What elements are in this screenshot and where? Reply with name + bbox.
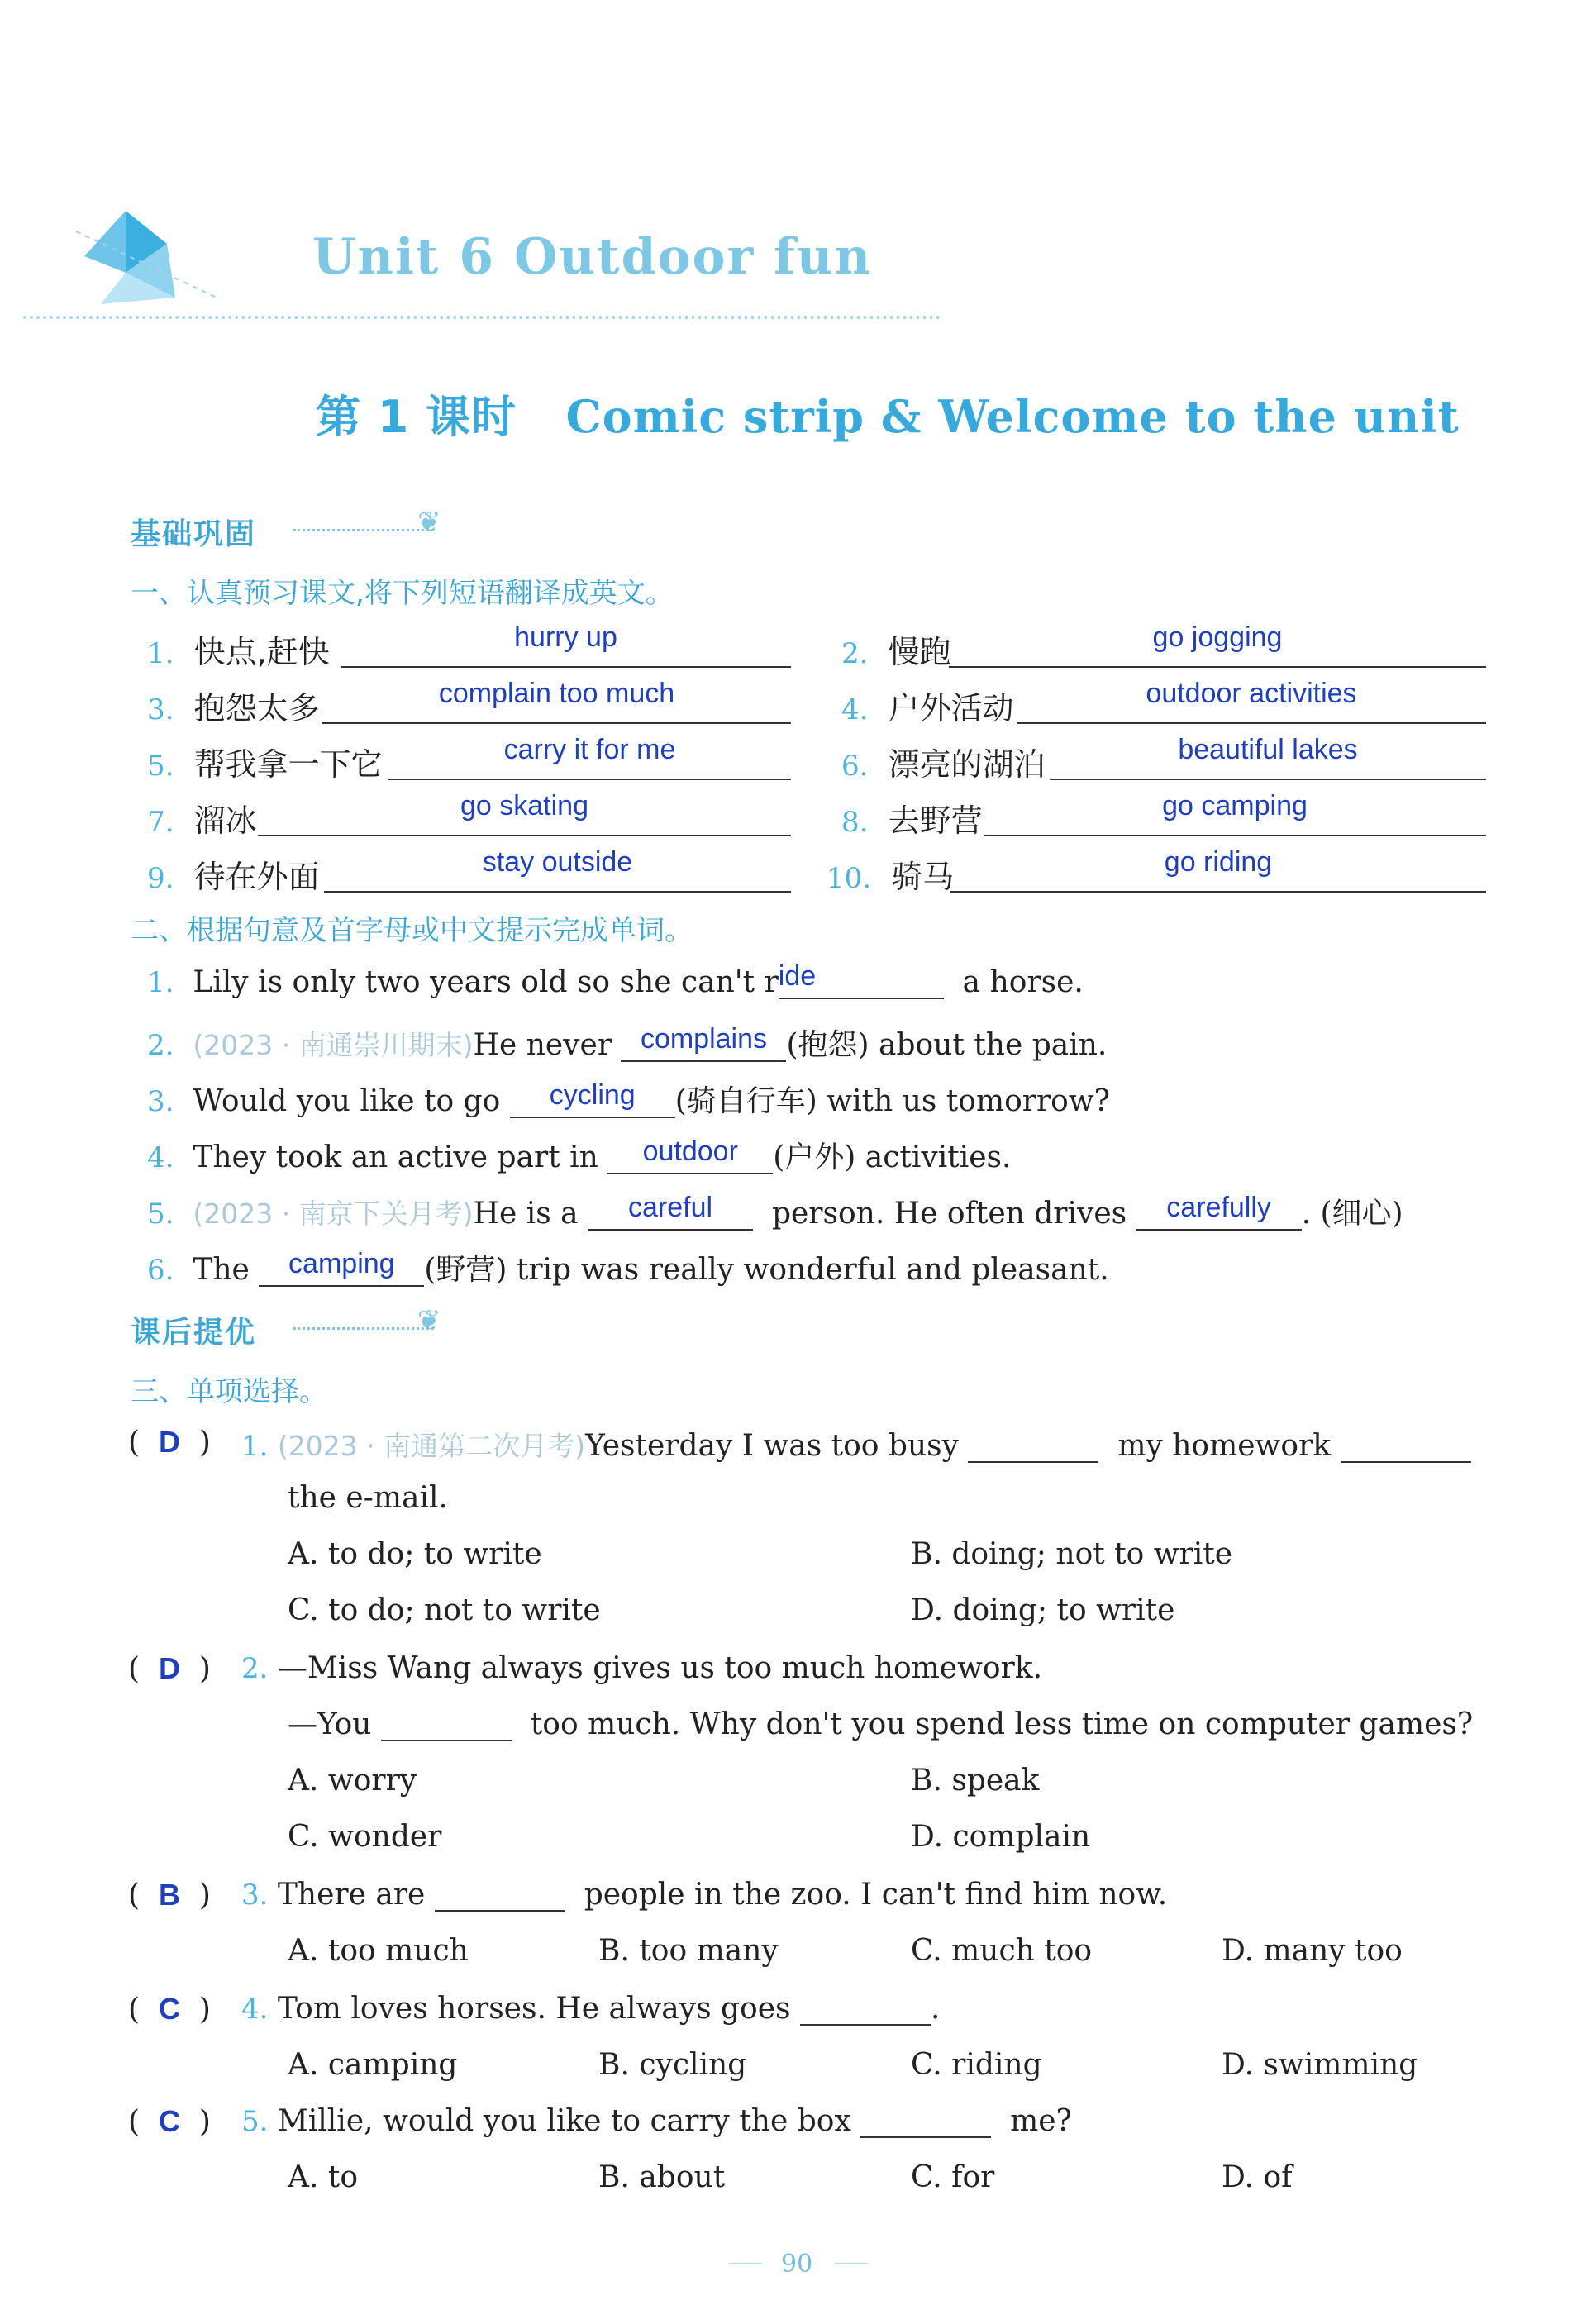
mc-answer: C (158, 1992, 180, 2026)
section-divider (293, 529, 434, 531)
option-a: A. worry (288, 1764, 417, 1798)
page-number: 90 (781, 2250, 813, 2279)
translation-item: 7. 溜冰 (147, 802, 257, 839)
answer-text: stay outside (482, 846, 633, 878)
option-c: C. to do; not to write (288, 1593, 601, 1627)
answer-line (950, 891, 1486, 893)
answer-text: go camping (1162, 790, 1308, 821)
footer-line (835, 2263, 868, 2264)
translation-item: 4. 户外活动 (841, 690, 1014, 726)
answer-text: hurry up (514, 621, 617, 653)
answer-text: outdoor activities (1146, 678, 1357, 709)
mc-question-1: 1. (2023 · 南通第二次月考)Yesterday I was too busy my homework (241, 1425, 1471, 1464)
mc-question-1-cont: the e-mail. (288, 1481, 448, 1515)
answer-text: go jogging (1152, 621, 1283, 653)
sentence-4: 4. They took an active part in outdoor (户外) activities. (147, 1136, 1012, 1174)
sentence-3: 3. Would you like to go cycling (骑自行车) with us tomorrow? (147, 1079, 1110, 1118)
translation-item: 3. 抱怨太多 (147, 690, 320, 726)
answer-text: beautiful lakes (1178, 734, 1358, 765)
answer-line (341, 666, 791, 668)
option-d: D. of (1222, 2160, 1293, 2194)
option-b: B. too many (598, 1934, 779, 1968)
section-divider (293, 1327, 434, 1330)
translation-item: 1. 快点,赶快 (147, 634, 330, 670)
answer-line (388, 779, 791, 780)
answer-line (258, 835, 791, 836)
lesson-title (316, 382, 1460, 445)
mc-question-2: 2. —Miss Wang always gives us too much homework. (241, 1651, 1043, 1685)
answer-text: go riding (1164, 846, 1273, 878)
mc-answer: B (158, 1878, 180, 1912)
mc-question-3: 3. There are people in the zoo. I can't find him now. (241, 1878, 1168, 1912)
sentence-1: 1. Lily is only two years old so she can't ride a horse. (147, 960, 1084, 999)
answer-line (1017, 722, 1486, 724)
leaf-icon: ❦ (417, 1304, 441, 1337)
translation-item: 8. 去野营 (841, 802, 983, 839)
option-a: A. to do; to write (288, 1537, 542, 1571)
answer-bracket: ( C ) (128, 2104, 211, 2139)
option-d: D. complain (911, 1820, 1091, 1854)
answer-line (324, 891, 791, 893)
unit-title: Unit 6 Outdoor fun (312, 228, 873, 286)
option-a: A. too much (288, 1934, 469, 1968)
sentence-6: 6. The camping (野营) trip was really wonderful and pleasant. (147, 1248, 1109, 1287)
answer-text: carry it for me (503, 734, 676, 765)
answer-line (984, 835, 1486, 836)
part3-heading: 三、单项选择。 (131, 1375, 327, 1408)
answer-line (1050, 779, 1486, 780)
translation-item: 10. 骑马 (827, 859, 955, 895)
lesson-name: Comic strip & Welcome to the unit (565, 390, 1460, 443)
option-c: C. riding (911, 2048, 1042, 2082)
leaf-icon: ❦ (417, 506, 441, 539)
mc-answer: D (158, 1425, 180, 1459)
answer-bracket: ( D ) (128, 1651, 211, 1686)
option-d: D. doing; to write (911, 1593, 1175, 1627)
footer-line (729, 2263, 762, 2264)
option-c: C. wonder (288, 1820, 442, 1854)
answer-text: go skating (460, 790, 588, 821)
lesson-number: 第 1 课时 (316, 391, 517, 443)
option-d: D. swimming (1222, 2048, 1418, 2082)
mc-answer: D (158, 1651, 180, 1685)
option-c: C. for (911, 2160, 995, 2194)
option-c: C. much too (911, 1934, 1093, 1968)
answer-bracket: ( D ) (128, 1425, 211, 1460)
option-b: B. cycling (598, 2048, 747, 2082)
sentence-2: 2. (2023 · 南通崇川期末)He never complains (抱怨) about the pain. (147, 1023, 1108, 1062)
translation-item: 5. 帮我拿一下它 (147, 746, 383, 783)
mc-question-5: 5. Millie, would you like to carry the box me? (241, 2104, 1072, 2138)
option-d: D. many too (1222, 1934, 1403, 1968)
option-a: A. camping (288, 2048, 458, 2082)
translation-item: 6. 漂亮的湖泊 (841, 746, 1046, 783)
translation-item: 2. 慢跑 (841, 634, 951, 670)
sentence-5: 5. (2023 · 南京下关月考)He is a careful person. He often drives carefully . (细心) (147, 1192, 1403, 1231)
option-b: B. about (598, 2160, 726, 2194)
option-b: B. doing; not to write (911, 1537, 1233, 1571)
header-divider (23, 316, 941, 319)
translation-item: 9. 待在外面 (147, 859, 320, 895)
answer-line (949, 666, 1486, 668)
answer-bracket: ( C ) (128, 1992, 211, 2026)
mc-answer: C (158, 2104, 180, 2138)
option-a: A. to (288, 2160, 359, 2194)
unit-logo-icon (76, 207, 217, 314)
mc-question-4: 4. Tom loves horses. He always goes . (241, 1992, 941, 2026)
part2-heading: 二、根据句意及首字母或中文提示完成单词。 (131, 914, 693, 947)
mc-question-2-line2: —You too much. Why don't you spend less time on computer games? (288, 1707, 1474, 1741)
answer-bracket: ( B ) (128, 1878, 211, 1912)
part1-heading: 一、认真预习课文,将下列短语翻译成英文。 (131, 577, 674, 610)
answer-line (322, 722, 791, 724)
section-basic-title: 基础巩固 (131, 517, 257, 551)
option-b: B. speak (911, 1764, 1040, 1798)
answer-text: complain too much (438, 678, 675, 709)
section-after-title: 课后提优 (131, 1316, 257, 1350)
